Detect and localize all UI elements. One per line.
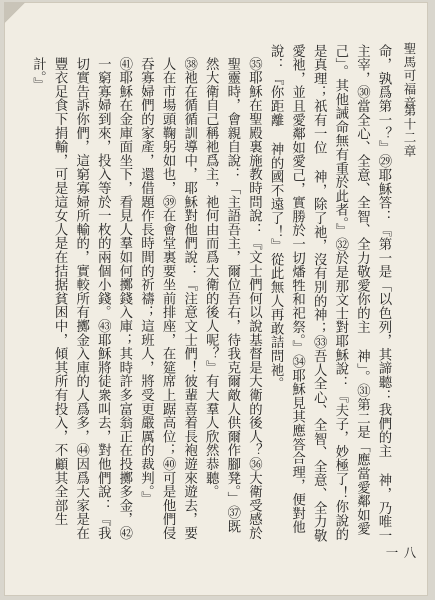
paragraph: 命，孰爲第一？』㉙耶穌答：『第一是「以色列，其諦聽：我們的主 神，乃唯一主宰，㉚當全心、全意、全智、全力敬愛你的主 神」。㉛第二是「應當愛鄰如愛己」。其他誡命無有重於此者。』㉜於是那文士對耶穌說：『夫子，妙極了！你說的是真理；祇有一位 神，除了祂，沒有別的神；㉝吾人全心、全智、全意、全力敬愛祂，並且愛鄰如愛己，實勝於一切燔牲和祀祭。』㉞耶穌見其應答合理，便對他說：『你距離 神的國不遠了！』從此無人再敢詰問祂。 [268, 44, 391, 543]
paragraph: ㊳祂在循循訓導中，耶穌對他們說：『注意文士們！彼輩喜着長袍遊來遊去，要人在市場頭鞠躬如也，㊴在會堂裏要坐前排座，在筵席上踞高位；㊵可是他們侵吞寡婦們的家產，還借題作長時間的祈禱；這班人，將受更嚴厲的裁判。』 [138, 57, 197, 541]
book-page [4, 2, 428, 596]
paragraph: ㉟耶穌在聖殿裏施教時問說：『文士們何以說基督是大衛的後人？㊱大衛受感於聖靈時，會親自說：「主語吾主，爾位吾右，待我克爾敵人供爾作腳凳。」㊲既然大衛自己稱祂爲主，祂何由而爲大衛的後人呢？』有大羣人欣然恭聽。 [203, 57, 262, 541]
page-corner-shadow [4, 2, 26, 24]
book-title: 聖馬可福音 [402, 42, 417, 110]
chapter-label: 第十二章 [402, 104, 417, 158]
body-text [24, 44, 394, 544]
paragraph: ㊶耶穌在金庫面坐下，看見人羣如何擲錢入庫；其時許多富翁正在投擲多金，㊷一窮寡婦到來，投入等於一枚的兩個小錢。㊸耶穌將徒衆叫去，對他們說：『我切實告訴你們，這窮寡婦所輸的，實較所有擲金入庫的人爲多，㊹因爲大家是在豐衣足食下捐輸，可是這女人是在拮据貧困中，傾其所有投入，不顧其全部生計。』 [30, 57, 132, 541]
page-number: 八一 [384, 546, 417, 560]
